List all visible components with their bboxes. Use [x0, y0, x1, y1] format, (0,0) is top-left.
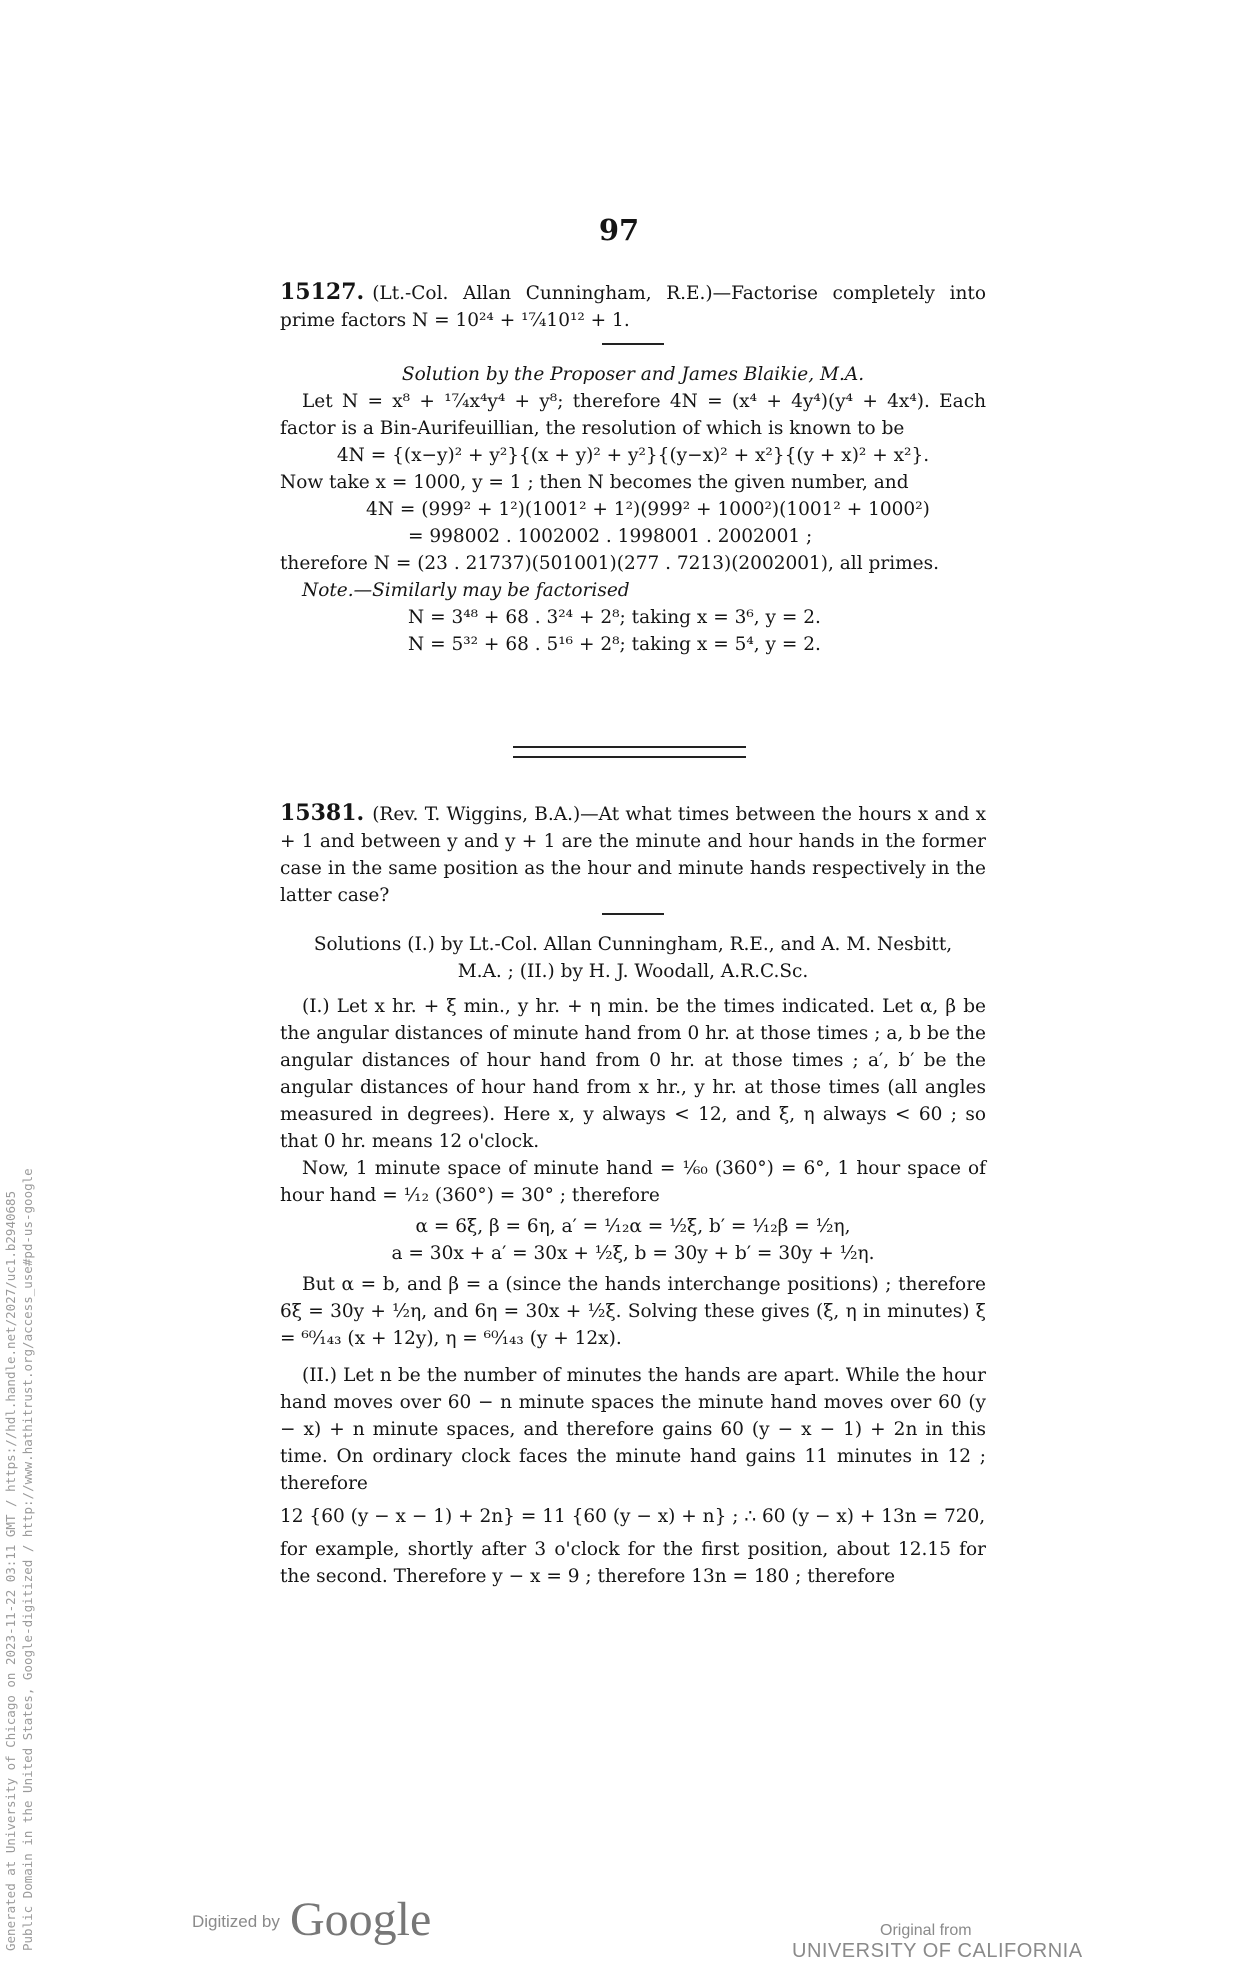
problem-number: 15127.	[280, 279, 365, 305]
part-1-paragraph: But α = b, and β = a (since the hands interchange positions) ; therefore 6ξ = 30y + ½η, and 6η = 30x + ½ξ. Solving these gives (ξ, η in minutes) ξ = ⁶⁰⁄₁₄₃ (x + 12y), η = ⁶⁰⁄₁₄₃ (y + 12x).	[280, 1274, 986, 1349]
solution-line: Let N = x⁸ + ¹⁷⁄₄x⁴y⁴ + y⁸; therefore 4N = (x⁴ + 4y⁴)(y⁴ + 4x⁴). Each factor is a Bin-Aurifeuillian, the resolution of which is known to be	[280, 391, 986, 439]
part-2-paragraph: (II.) Let n be the number of minutes the hands are apart. While the hour hand moves over 60 − n minute spaces the minute hand moves over 60 (y − x) + n minute spaces, and therefore gains 60 (y − x − 1) + 2n in this time. On ordinary clock faces the minute hand gains 11 minutes in 12 ; therefore	[280, 1365, 986, 1494]
part-1-paragraph: (I.) Let x hr. + ξ min., y hr. + η min. be the times indicated. Let α, β be the angular distances of minute hand from 0 hr. at those times ; a, b be the angular distances of hour hand from 0 hr. at those times ; a′, b′ be the angular distances of hour hand from x hr., y hr. at those times (all angles measured in degrees). Here x, y always < 12, and ξ, η always < 60 ; so that 0 hr. means 12 o'clock.	[280, 996, 986, 1152]
provenance-line: Generated at University of Chicago on 2023-11-22 03:11 GMT / https://hdl.handle.net/2027/uc1.b2940685	[3, 1190, 18, 1951]
problem-15127	[280, 279, 986, 658]
equation-line: N = 5³² + 68 . 5¹⁶ + 2⁸; taking x = 5⁴, y = 2.	[408, 634, 821, 655]
google-logo: Google	[290, 1893, 432, 1946]
note-line: Note.—Similarly may be factorised	[302, 580, 630, 601]
equation-line: 4N = (999² + 1²)(1001² + 1²)(999² + 1000²)(1001² + 1000²)	[366, 499, 930, 520]
problem-statement-text: (Lt.-Col. Allan Cunningham, R.E.)—Factorise completely into prime factors N = 10²⁴ + ¹⁷⁄₄10¹² + 1.	[280, 283, 986, 331]
problem-15127-statement	[280, 279, 986, 334]
solution-heading-line-1: Solutions (I.) by Lt.-Col. Allan Cunningham, R.E., and A. M. Nesbitt,	[313, 934, 953, 955]
double-rule-divider	[513, 746, 746, 758]
solution-line: Now take x = 1000, y = 1 ; then N becomes the given number, and	[280, 472, 909, 493]
digitized-by-label: Digitized by	[192, 1912, 280, 1931]
problem-number: 15381.	[280, 800, 365, 826]
short-rule	[602, 913, 664, 915]
equation-line: N = 3⁴⁸ + 68 . 3²⁴ + 2⁸; taking x = 3⁶, y = 2.	[408, 607, 821, 628]
provenance-sidebar	[2, 1168, 36, 1951]
part-2-paragraph: for example, shortly after 3 o'clock for the first position, about 12.15 for the second. Therefore y − x = 9 ; therefore 13n = 180 ; therefore	[280, 1539, 986, 1587]
solution-heading: Solution by the Proposer and James Blaikie, M.A.	[401, 364, 865, 385]
short-rule	[602, 343, 664, 345]
problem-15381-statement	[280, 800, 986, 909]
equation-line: = 998002 . 1002002 . 1998001 . 2002001 ;	[408, 526, 813, 547]
equation-line: a = 30x + a′ = 30x + ½ξ, b = 30y + b′ = 30y + ½η.	[391, 1243, 875, 1264]
equation-line: α = 6ξ, β = 6η, a′ = ¹⁄₁₂α = ½ξ, b′ = ¹⁄₁₂β = ½η,	[415, 1216, 851, 1237]
equation-line: 4N = {(x−y)² + y²}{(x + y)² + y²}{(y−x)² + x²}{(y + x)² + x²}.	[336, 445, 930, 466]
page-number: 97	[598, 213, 640, 247]
problem-statement-text: (Rev. T. Wiggins, B.A.)—At what times between the hours x and x + 1 and between y and y + 1 are the minute and hour hands in the former case in the same position as the hour and minute hands respectively in the latter case?	[280, 804, 986, 906]
solution-heading-line-2: M.A. ; (II.) by H. J. Woodall, A.R.C.Sc.	[457, 961, 809, 982]
solution-line: therefore N = (23 . 21737)(501001)(277 . 7213)(2002001), all primes.	[280, 553, 939, 574]
original-from-label: Original from	[880, 1922, 972, 1939]
problem-15381	[280, 800, 986, 1590]
equation-line: 12 {60 (y − x − 1) + 2n} = 11 {60 (y − x) + n} ; ∴ 60 (y − x) + 13n = 720,	[280, 1506, 986, 1527]
provenance-line: Public Domain in the United States, Google-digitized / http://www.hathitrust.org/access_use#pd-us-google	[20, 1168, 35, 1951]
part-1-paragraph: Now, 1 minute space of minute hand = ¹⁄₆₀ (360°) = 6°, 1 hour space of hour hand = ¹⁄₁₂ (360°) = 30° ; therefore	[280, 1158, 986, 1206]
university-label: UNIVERSITY OF CALIFORNIA	[792, 1940, 1083, 1962]
